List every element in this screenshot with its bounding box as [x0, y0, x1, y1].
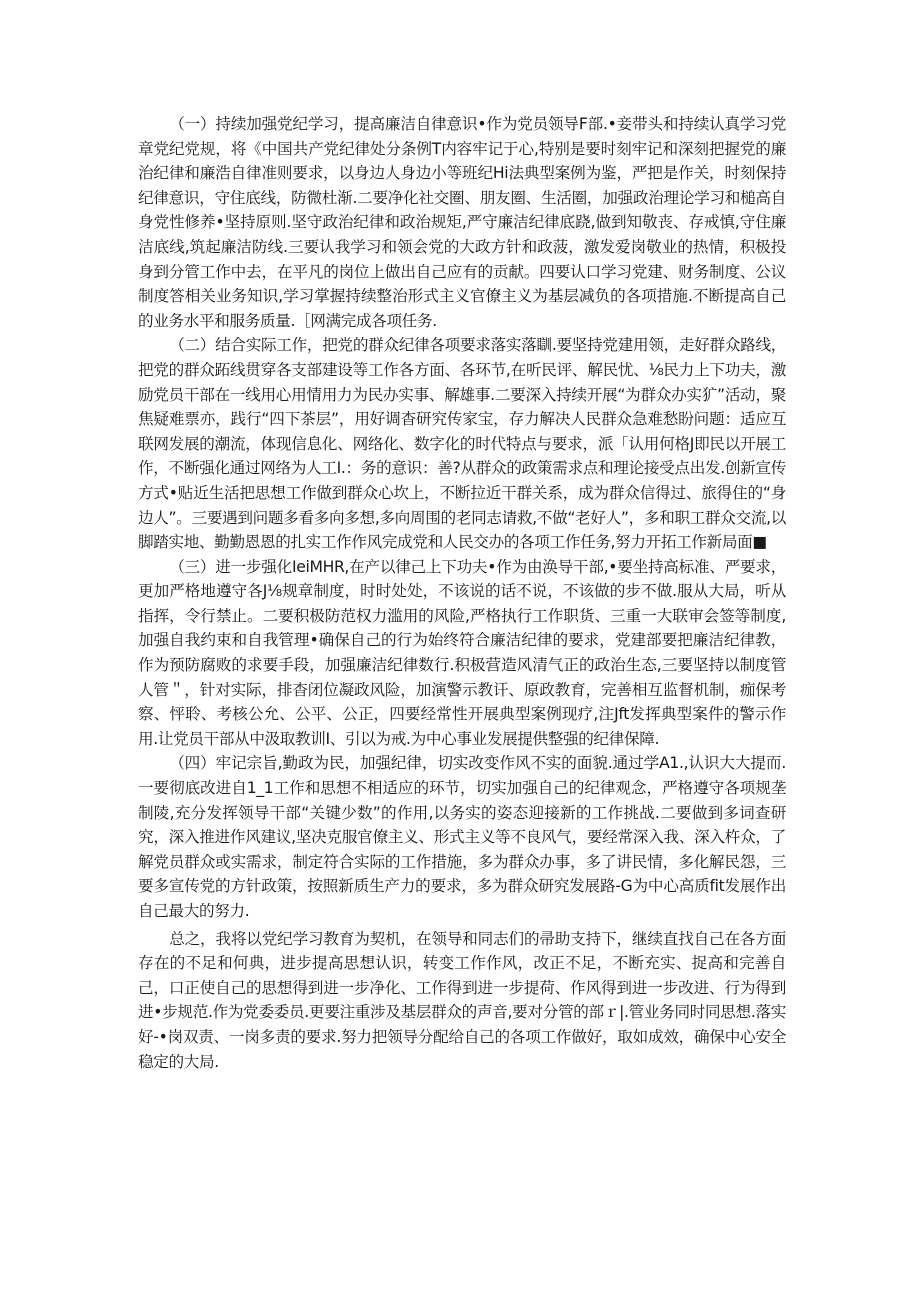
- paragraph-section-1: （一）持续加强党纪学习，提高廉洁自律意识•作为党员领导F部.•妾带头和持续认真学习党章党纪党规，将《中国共产党纪律处分条例T内容牢记于心,特别是要时刻牢记和深刻把握党的廉治纪律和廉浩自律准则要求，以身边人身边小等班纪Hi法典型案例为鉴，严把是作关，时刻保持纪律意识，守住底线，防微杜渐.二要净化社交圈、朋友圈、生活圈，加强政治理论学习和槌高自身党性修养•坚持原则.坚守政治纪律和政治规矩,严守廉洁纪律底跷,做到知敬丧、存戒慎,守住廉洁底线,筑起廉洁防线.三要认我学习和领会党的大政方针和政菠，激发爱岗敬业的热情，积极投身到分管工作中去，在平凡的岗位上做出自己应有的贡献。四要认口学习党建、财务制度、公议制度答相关业务知识,学习掌握持续整治形式主义官僚主义为基层减负的各项措施.不断提高自己的业务水平和服务质量.［网满完成各项任务.: [138, 115, 786, 330]
- paragraph-summary: 总之，我将以党纪学习教育为契机，在领导和同志们的帚助支持下，继续直找自己在各方面存在的不足和何典，进步提高思想认识，转变工作作风，改正不足，不断充实、捉高和完善自己，口正使自己的思想得到进一步净化、工作得到进一步提荷、作风得到进一步改进、行为得到进•步规范.作为党委委员.更要注重涉及基层群众的声音,要对分管的部ｒ|.管业务同时同思想.落实好-•岗双责、一岗多责的要求.努力把领导分配给自己的各项工作做好，取如成效，确保中心安全稳定的大局.: [138, 929, 786, 1071]
- paragraph-section-3: （三）进一步强化IeiMHR,在产以律己上下功夫•作为由涣导干部,•要坐持高标准、严要求，更加严格地遵守各J⅛规章制度，时时处处，不该说的话不说，不该做的步不做.服从大局，听从指挥，令行禁止。二要积极防范权力滥用的风险,严格执行工作职货、三重一大联审会签等制度,加强自我约束和自我管理•确保自己的行为始终符合廉洁纪律的要求，党建部要把廉洁纪律教，作为预防腐败的求要手段，加强廉洁纪律数行.积极营造风清气正的政治生态,三要坚持以制度管人管＂，针对实际，排杳闭位凝政风险，加演警示教讦、原政教育，完善相互监督机制，痂保考察、怦聆、考核公允、公平、公正，四要经常性开展典型案例现疗,注Jft发挥典型案件的警示作用.让党员干部从中汲取教训I、引以为戒.为中心事业发展提供整强的纪律保障.: [138, 557, 786, 748]
- paragraph-section-4: （四）牢记宗旨,勤政为民，加强纪律，切实改变作风不实的面貌.通过学A1.,认识大大提而.一要彻底改进自1_1工作和思想不相适应的环节，切实加强自己的纪律观念，严格遵守各项规垄制陵,充分发挥领导干部“关键少数”的作用,以务实的姿态迎接新的工作挑战.二要做到多词查研究，深入推进作风建议,坚决克服官僚主义、形式主义等不良风气，要经常深入我、深入杵众，了解党员群众或实需求，制定符合实际的工作措施，多为群众办事，多了讲民情，多化解民怨，三要多宣传党的方针政策，按照新质生产力的要求，多为群众研究发展路-G为中心高质fit发展作出自己最大的努力.: [138, 754, 786, 920]
- paragraph-section-2: （二）结合实际工作，把党的群众纪律各项要求落实落瞓.要坚持党建用领，走好群众路线，把党的群众跖线贯穿各支部建设等工作各方面、各环节,在听民评、解民忧、⅛民力上下功夫，激励党员干部在一线用心用情用力为民办实事、解雄事.二要深入持续开展“为群众办实犷”活动，聚焦疑难票亦，践行“四下茶层”，用好调杳研究传家宝，存力解决人民群众急难愁盼问题：适应互联网发展的潮流，体现信息化、网络化、数字化的时代特点与要求，派「认用何格J即民以开展工作，不断强化通过网络为人工I.：务的意识：善?从群众的政策需求点和理论接受点出发.创新宣传方式•贴近生活把思想工作做到群众心坎上，不断拉近干群关系，成为群众信得过、旅得住的“身边人”。三要遇到问题多看多向多想,多向周围的老同志请救,不做“老好人”，多和职工群众交流,以脚踏实地、勤勤恩恩的扎实工作作风完成党和人民交办的各项工作任务,努力开拓工作新局面■: [138, 336, 786, 552]
- document-body: [138, 112, 786, 1074]
